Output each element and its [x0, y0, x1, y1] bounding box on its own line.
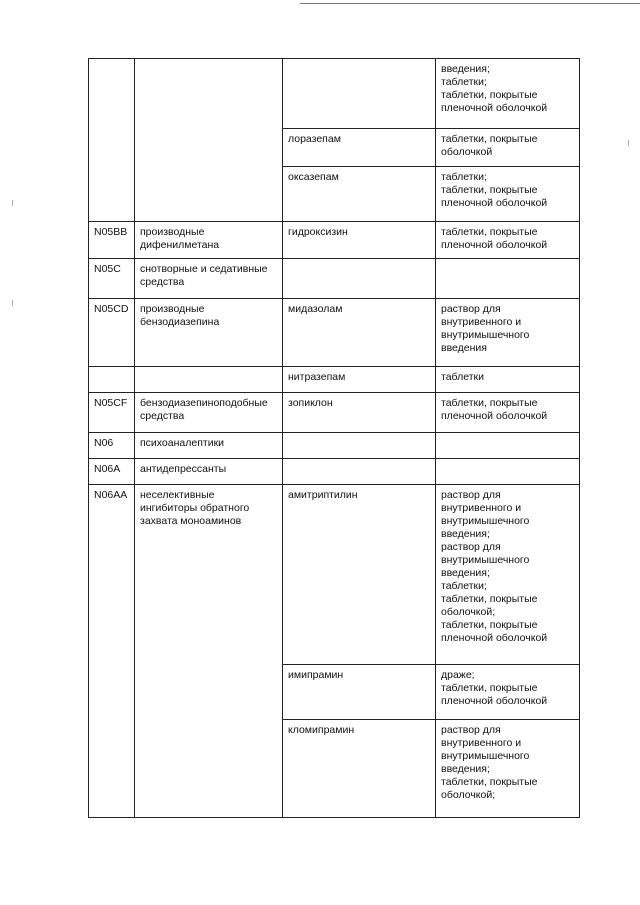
dosage-form-cell: драже; таблетки, покрытые пленочной оболочкой [436, 665, 580, 720]
drug-name-cell: нитразепам [283, 367, 436, 393]
drug-name-cell: оксазепам [283, 167, 436, 222]
scan-speck [12, 300, 13, 306]
atc-code-cell: N06A [89, 459, 135, 485]
dosage-form-cell: раствор для внутривенного и внутримышечного введения; раствор для внутримышечного введения; таблетки; таблетки, покрытые оболочкой; таблетки, покрытые пленочной оболочкой [436, 485, 580, 665]
drug-name-cell: амитриптилин [283, 485, 436, 665]
medication-table [88, 58, 580, 818]
dosage-form-cell [436, 459, 580, 485]
table-row [89, 433, 580, 459]
dosage-form-cell: таблетки, покрытые оболочкой [436, 129, 580, 167]
group-cell [135, 59, 283, 222]
group-cell: неселективные ингибиторы обратного захвата моноаминов [135, 485, 283, 818]
dosage-form-cell: раствор для внутривенного и внутримышечного введения; таблетки, покрытые оболочкой; [436, 720, 580, 818]
atc-code-cell: N05CF [89, 393, 135, 433]
atc-code-cell: N05CD [89, 299, 135, 367]
group-cell: антидепрессанты [135, 459, 283, 485]
dosage-form-cell: таблетки [436, 367, 580, 393]
group-cell: бензодиазепиноподобные средства [135, 393, 283, 433]
table-row [89, 299, 580, 367]
group-cell: производные дифенилметана [135, 222, 283, 259]
group-cell: производные бензодиазепина [135, 299, 283, 367]
scan-speck [12, 200, 13, 206]
dosage-form-cell [436, 259, 580, 299]
group-cell [135, 367, 283, 393]
table-row [89, 259, 580, 299]
atc-code-cell [89, 59, 135, 222]
dosage-form-cell: таблетки, покрытые пленочной оболочкой [436, 393, 580, 433]
drug-name-cell [283, 259, 436, 299]
table-row [89, 222, 580, 259]
scan-speck [628, 140, 629, 146]
drug-name-cell: кломипрамин [283, 720, 436, 818]
drug-name-cell [283, 59, 436, 129]
dosage-form-cell: таблетки; таблетки, покрытые пленочной оболочкой [436, 167, 580, 222]
top-border-line [300, 3, 640, 4]
drug-name-cell: гидроксизин [283, 222, 436, 259]
drug-name-cell: имипрамин [283, 665, 436, 720]
table-row [89, 459, 580, 485]
atc-code-cell: N06AA [89, 485, 135, 818]
atc-code-cell [89, 367, 135, 393]
table-row [89, 393, 580, 433]
atc-code-cell: N05BB [89, 222, 135, 259]
atc-code-cell: N06 [89, 433, 135, 459]
drug-name-cell [283, 459, 436, 485]
drug-name-cell: мидазолам [283, 299, 436, 367]
group-cell: снотворные и седативные средства [135, 259, 283, 299]
table-row [89, 485, 580, 665]
dosage-form-cell: таблетки, покрытые пленочной оболочкой [436, 222, 580, 259]
group-cell: психоаналептики [135, 433, 283, 459]
table-row [89, 367, 580, 393]
atc-code-cell: N05C [89, 259, 135, 299]
dosage-form-cell: раствор для внутривенного и внутримышечного введения [436, 299, 580, 367]
drug-name-cell: лоразепам [283, 129, 436, 167]
drug-name-cell: зопиклон [283, 393, 436, 433]
drug-name-cell [283, 433, 436, 459]
dosage-form-cell: введения; таблетки; таблетки, покрытые пленочной оболочкой [436, 59, 580, 129]
dosage-form-cell [436, 433, 580, 459]
table-row [89, 59, 580, 129]
